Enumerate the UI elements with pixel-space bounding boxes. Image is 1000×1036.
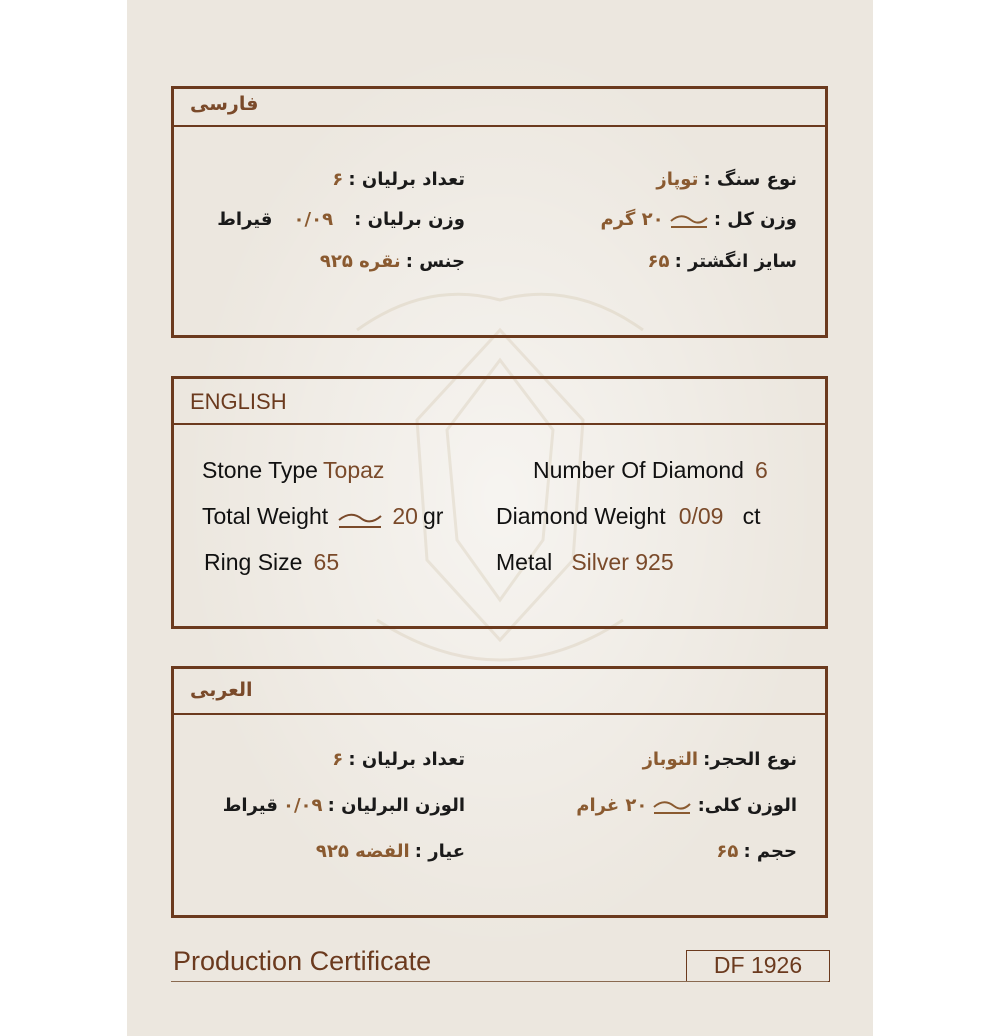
ar-diamond-weight-value: ۰/۰۹ <box>282 795 323 816</box>
persian-section <box>171 86 828 338</box>
en-stone-type-label: Stone Type <box>202 457 318 483</box>
en-total-weight-value: 20 <box>392 503 418 529</box>
certificate-code: DF 1926 <box>686 950 830 982</box>
certificate-title: Production Certificate <box>173 946 432 976</box>
ar-size-row <box>716 841 797 862</box>
en-diamond-count-value: 6 <box>755 457 768 483</box>
en-metal-value: Silver 925 <box>571 549 674 575</box>
ar-diamond-weight-unit: قیراط <box>222 795 278 816</box>
ar-size-label: حجم : <box>743 841 797 862</box>
ar-diamond-count-row <box>332 749 465 770</box>
fa-ring-size-label: سایز انگشتر : <box>674 251 797 272</box>
en-stone-type-value: Topaz <box>323 457 385 483</box>
ar-metal-row <box>316 841 465 862</box>
en-diamond-weight-unit: ct <box>742 503 761 529</box>
ar-stone-type-label: نوع الحجر: <box>703 749 797 770</box>
fa-metal-row <box>320 251 465 272</box>
en-metal-label: Metal <box>496 549 553 575</box>
persian-section-header <box>174 89 825 127</box>
fa-diamond-weight-unit: قیراط <box>217 209 273 230</box>
en-ring-size-value: 65 <box>313 549 340 575</box>
ar-diamond-weight-label: الوزن البرلیان : <box>327 795 465 816</box>
ar-metal-value: الفضه ۹۲۵ <box>315 841 410 862</box>
arabic-section <box>171 666 828 918</box>
arabic-heading: العربی <box>190 679 253 701</box>
fa-stone-type-row <box>656 169 797 190</box>
en-diamond-weight-label: Diamond Weight <box>496 503 666 529</box>
en-ring-size-label: Ring Size <box>204 549 303 575</box>
fa-diamond-weight-value: ۰/۰۹ <box>293 209 334 230</box>
ar-diamond-weight-row <box>223 795 465 816</box>
fa-stone-type-value: توپاز <box>656 169 699 190</box>
ar-diamond-count-value: ۶ <box>332 749 344 770</box>
fa-ring-size-row <box>648 251 797 272</box>
fa-diamond-count-row <box>332 169 465 190</box>
english-heading: ENGLISH <box>190 389 287 414</box>
english-section-header <box>174 379 825 425</box>
fa-diamond-weight-row <box>217 209 465 230</box>
certificate-page <box>127 0 873 1036</box>
ar-size-value: ۶۵ <box>716 841 739 862</box>
en-diamond-count-row <box>533 457 768 484</box>
approx-icon <box>669 212 709 230</box>
en-ring-size-row <box>204 549 339 576</box>
fa-total-weight-row <box>601 209 797 230</box>
en-metal-row <box>496 549 674 576</box>
ar-stone-type-value: التوباز <box>642 749 699 770</box>
ar-total-weight-row <box>576 795 797 816</box>
fa-diamond-count-label: تعداد برلیان : <box>348 169 465 190</box>
persian-heading: فارسی <box>190 93 259 115</box>
en-total-weight-row <box>202 503 443 530</box>
en-stone-type-row <box>202 457 384 484</box>
fa-diamond-count-value: ۶ <box>332 169 344 190</box>
en-diamond-count-label: Number Of Diamond <box>533 457 744 483</box>
fa-diamond-weight-label: وزن برلیان : <box>354 209 465 230</box>
approx-icon <box>652 798 692 816</box>
fa-ring-size-value: ۶۵ <box>647 251 670 272</box>
footer-divider <box>171 981 828 982</box>
en-diamond-weight-row <box>496 503 760 530</box>
ar-total-weight-label: الوزن کلی: <box>697 795 797 816</box>
ar-total-weight-value: ۲۰ غرام <box>576 795 648 816</box>
ar-stone-type-row <box>643 749 797 770</box>
en-diamond-weight-value: 0/09 <box>678 503 724 529</box>
fa-metal-label: جنس : <box>405 251 465 272</box>
fa-total-weight-value: ۲۰ گرم <box>600 209 664 230</box>
fa-total-weight-label: وزن کل : <box>713 209 797 230</box>
fa-stone-type-label: نوع سنگ : <box>703 169 797 190</box>
en-total-weight-label: Total Weight <box>202 503 329 529</box>
ar-metal-label: عیار : <box>414 841 465 862</box>
approx-icon <box>337 510 383 530</box>
en-total-weight-unit: gr <box>423 503 444 529</box>
english-section <box>171 376 828 629</box>
ar-diamond-count-label: تعداد برلیان : <box>348 749 465 770</box>
arabic-section-header <box>174 669 825 715</box>
fa-metal-value: نقره ۹۲۵ <box>319 251 401 272</box>
